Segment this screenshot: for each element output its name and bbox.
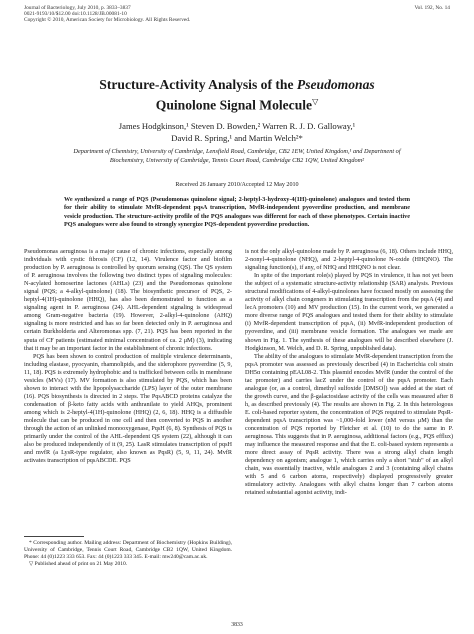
affiliation-line-1: Department of Chemistry, University of Cambridge, Lensfield Road, Cambridge, CB2 1EW, United Kingdom,¹ and Department of xyxy=(73,148,401,155)
author-line-2: David R. Spring,¹ and Martin Welch²* xyxy=(171,133,303,143)
title-mark: ▽ xyxy=(312,96,319,106)
footnote-corresponding-author: * Corresponding author. Mailing address: Department of Biochemistry (Hopkins Building), University of Cambridge, Tennis Court Road, Cambridge CB2 1QW, United Kingdom. Phone: 44 (0)1223 333 653. Fax: 44 (0)1223 333 345. E-mail: mw240@cam.ac.uk. xyxy=(24,540,232,561)
footnote-published: ▽ Published ahead of print on 21 May 2010. xyxy=(29,561,128,568)
copyright-line: Copyright © 2010, American Society for Microbiology. All Rights Reserved. xyxy=(24,17,191,24)
journal-citation-block xyxy=(24,5,354,24)
article-title xyxy=(20,77,454,114)
volume-issue: Vol. 192, No. 14 xyxy=(414,5,450,11)
author-line-1: James Hodgkinson,¹ Steven D. Bowden,² Warren R. J. D. Galloway,¹ xyxy=(118,121,356,131)
title-line-2 xyxy=(20,94,454,114)
paragraph: PQS has been shown to control production of multiple virulence determinants, including elastase, pyocyanin, rhamnolipids, and the siderophore pyoverdine (5, 9, 11, 18). PQS is extremely hydrophobic and is trafficked between cells in membrane vesicles (MVs) (17). MV formation is also stimulated by PQS, which has been shown to interact with the lipopolysaccharide (LPS) layer of the outer membrane (16). PQS biosynthesis is directed in 2 steps. The PqsABCD proteins catalyze the condensation of β-keto fatty acids with anthranilate to yield AHQs, prominent among which is 2-heptyl-4(1H)-quinolone (HHQ) (2, 6, 18). HHQ is a diffusible molecule that can be produced in one cell and then converted to PQS in another through the action of an unlinked monooxygenase, PqsH (6, 8). Synthesis of PQS is primarily under the control of the AHL-dependent QS system (22), although it can also be produced independently of it (9, 25). LasR stimulates transcription of pqsH and mvfR (a LysR-type regulator, also known as PqsR) (5, 9, 11, 24). MvfR activates transcription of pqsABCDE. PQS xyxy=(24,352,232,465)
body-column-right xyxy=(245,248,453,497)
title-italic-organism: Pseudomonas xyxy=(296,77,375,92)
doi-line: 0021-9193/10/$12.00 doi:10.1128/JB.00081-10 xyxy=(24,11,127,18)
page-number: 3833 xyxy=(231,622,243,628)
paragraph: The ability of the analogues to stimulate MvfR-dependent transcription from the pqsA promoter was assessed as previously described (4) in Escherichia coli strain DH5α containing pEAL08-2. This plasmid encodes MvfR (under the control of the tac promoter) and carries lacZ under the control of the pqsA promoter. Each analogue (or, as a control, dimethyl sulfoxide [DMSO]) was added at the start of the growth curve, and the β-galactosidase activity of the cells was measured after 8 h, as described previously (4). The results are shown in Fig. 2. In this heterologous E. coli-based reporter system, the concentration of PQS required to stimulate PqsR-dependent pqsA transcription was ~1,000-fold lower (nM versus μM) than the concentration of PQS reported by Fletcher et al. (10) to do the same in P. aeruginosa. This suggests that in P. aeruginosa, additional factors (e.g., PQS efflux) may influence the measured response and that the E. coli-based system represents a more direct assay of PqsR activity. There was a strong alkyl chain length dependency on agonism; analogue 1, which carries only a short "stub" of an alkyl chain, was essentially inactive, while analogues 2 and 3 (containing alkyl chains with 5 and 6 carbon atoms, respectively) displayed progressively greater stimulatory activity. Analogues with alkyl chains longer than 7 carbon atoms retained substantial agonist activity, indi- xyxy=(245,352,453,497)
paragraph: In spite of the important role(s) played by PQS in virulence, it has not yet been the subject of a systematic structure-activity relationship (SAR) analysis. Previous structural modifications of 4-alkyl-quinolones have focused mostly on assessing the activity of alkyl chain congeners in stimulating transcription from the pqsA (4) and lecA promoters (10) and MV production (15). In the current work, we generated a more diverse range of PQS analogues and tested them for their ability to stimulate (i) MvfR-dependent transcription of pqsA, (ii) MvfR-independent production of pyoverdine, and (iii) membrane vesicle formation. The analogues we made are shown in Fig. 1. The synthesis of these analogues will be described elsewhere (J. Hodgkinson, M. Welch, and D. R. Spring, unpublished data). xyxy=(245,272,453,352)
author-list xyxy=(20,120,454,144)
paragraph: is not the only alkyl-quinolone made by P. aeruginosa (6, 18). Others include HHQ, 2-nonyl-4-quinolone (NHQ), and 2-heptyl-4-quinolone N-oxide (HHQNO). The signaling function(s), if any, of NHQ and HHQNO is not clear. xyxy=(245,248,453,272)
paragraph: Pseudomonas aeruginosa is a major cause of chronic infections, especially among individuals with cystic fibrosis (CF) (12, 14). Virulence factor and biofilm production by P. aeruginosa is controlled by quorum sensing (QS). The QS system of P. aeruginosa involves the following two distinct types of signaling molecules: N-acylated homoserine lactones (AHLs) (23) and the Pseudomonas quinolone signal (PQS; a 4-alkyl-quinolone) (18). The biosynthetic precursor of PQS, 2-heptyl-4(1H)-quinolone (HHQ), has also been demonstrated to function as a signaling agent in P. aeruginosa (24). AHL-dependent signaling is widespread among Gram-negative bacteria (19). However, 2-alkyl-4-quinolone (AHQ) signaling is more restricted and has so far been detected only in P. aeruginosa and certain Burkholderia and Alteromonas spp. (7, 21). PQS has been reported in the sputa of CF patients (estimated minimal concentration of ca. 2 μM) (3), indicating that it may be an important factor in the establishment of chronic infections. xyxy=(24,248,232,352)
title-text-2: Quinolone Signal Molecule xyxy=(155,97,313,113)
body-column-left xyxy=(24,248,232,465)
abstract: We synthesized a range of PQS (Pseudomonas quinolone signal; 2-heptyl-3-hydroxy-4(1H)-quinolone) analogues and tested them for their ability to stimulate MvfR-dependent pqsA transcription, MvfR-independent pyoverdine production, and membrane vesicle production. The structure-activity profile of the PQS analogues was different for each of these phenotypes. Certain inactive PQS analogues were also found to strongly synergize PQS-dependent pyoverdine production. xyxy=(64,196,410,228)
footnote-divider xyxy=(24,536,84,537)
title-text-1: Structure-Activity Analysis of the xyxy=(99,77,297,92)
title-line-1 xyxy=(20,77,454,94)
affiliations xyxy=(22,148,452,165)
journal-citation: Journal of Bacteriology, July 2010, p. 3833–3837 xyxy=(24,5,131,11)
affiliation-line-2: Biochemistry, University of Cambridge, Tennis Court Road, Cambridge CB2 1QW, United Kingdom² xyxy=(109,156,365,164)
footnotes xyxy=(24,540,232,568)
received-accepted-dates: Received 26 January 2010/Accepted 12 May 2010 xyxy=(175,182,299,188)
